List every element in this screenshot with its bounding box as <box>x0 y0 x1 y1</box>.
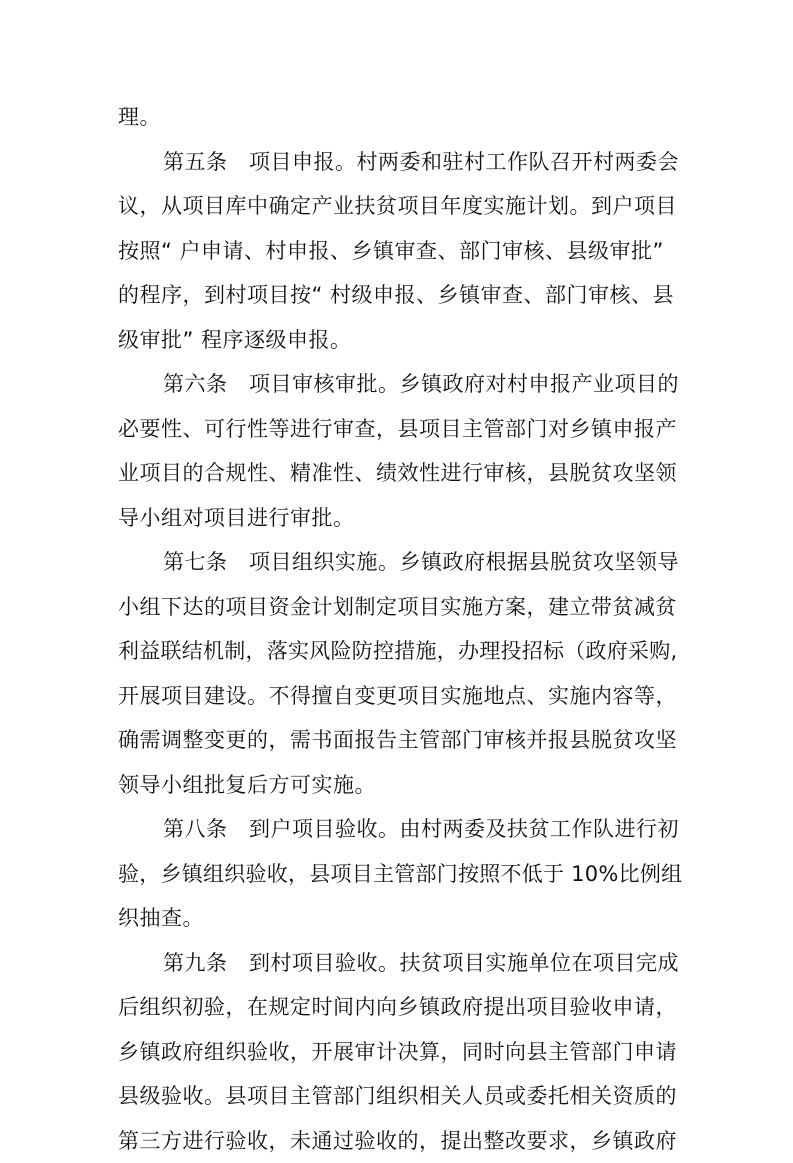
text-line: 织抽查。 <box>118 896 683 941</box>
text-line: 议，从项目库中确定产业扶贫项目年度实施计划。到户项目 <box>118 184 683 229</box>
text-line: 利益联结机制，落实风险防控措施，办理投招标（政府采购, <box>118 629 683 674</box>
text-line: 第七条 项目组织实施。乡镇政府根据县脱贫攻坚领导 <box>118 540 683 585</box>
text-line: 第五条 项目申报。村两委和驻村工作队召开村两委会 <box>118 140 683 185</box>
text-line: 县级验收。县项目主管部门组织相关人员或委托相关资质的 <box>118 1074 683 1119</box>
text-line: 导小组对项目进行审批。 <box>118 496 683 541</box>
text-line: 理。 <box>118 95 683 140</box>
text-line: 确需调整变更的，需书面报告主管部门审核并报县脱贫攻坚 <box>118 718 683 763</box>
text-line: 小组下达的项目资金计划制定项目实施方案，建立带贫减贫 <box>118 585 683 630</box>
text-line: 后组织初验，在规定时间内向乡镇政府提出项目验收申请， <box>118 985 683 1030</box>
text-line: 级审批” 程序逐级申报。 <box>118 318 683 363</box>
text-line: 领导小组批复后方可实施。 <box>118 763 683 808</box>
text-line: 验，乡镇组织验收，县项目主管部门按照不低于 10%比例组 <box>118 852 683 897</box>
text-line: 第八条 到户项目验收。由村两委及扶贫工作队进行初 <box>118 807 683 852</box>
text-line: 第三方进行验收，未通过验收的，提出整改要求，乡镇政府 <box>118 1119 683 1163</box>
text-line: 业项目的合规性、精准性、绩效性进行审核，县脱贫攻坚领 <box>118 451 683 496</box>
text-line: 第九条 到村项目验收。扶贫项目实施单位在项目完成 <box>118 941 683 986</box>
text-line: 开展项目建设。不得擅自变更项目实施地点、实施内容等， <box>118 674 683 719</box>
text-line: 第六条 项目审核审批。乡镇政府对村申报产业项目的 <box>118 362 683 407</box>
text-line: 按照“ 户申请、村申报、乡镇审查、部门审核、县级审批” <box>118 229 683 274</box>
document-body <box>118 95 683 1163</box>
text-line: 的程序，到村项目按“ 村级申报、乡镇审查、部门审核、县 <box>118 273 683 318</box>
text-line: 乡镇政府组织验收，开展审计决算，同时向县主管部门申请 <box>118 1030 683 1075</box>
text-line: 必要性、可行性等进行审查，县项目主管部门对乡镇申报产 <box>118 407 683 452</box>
